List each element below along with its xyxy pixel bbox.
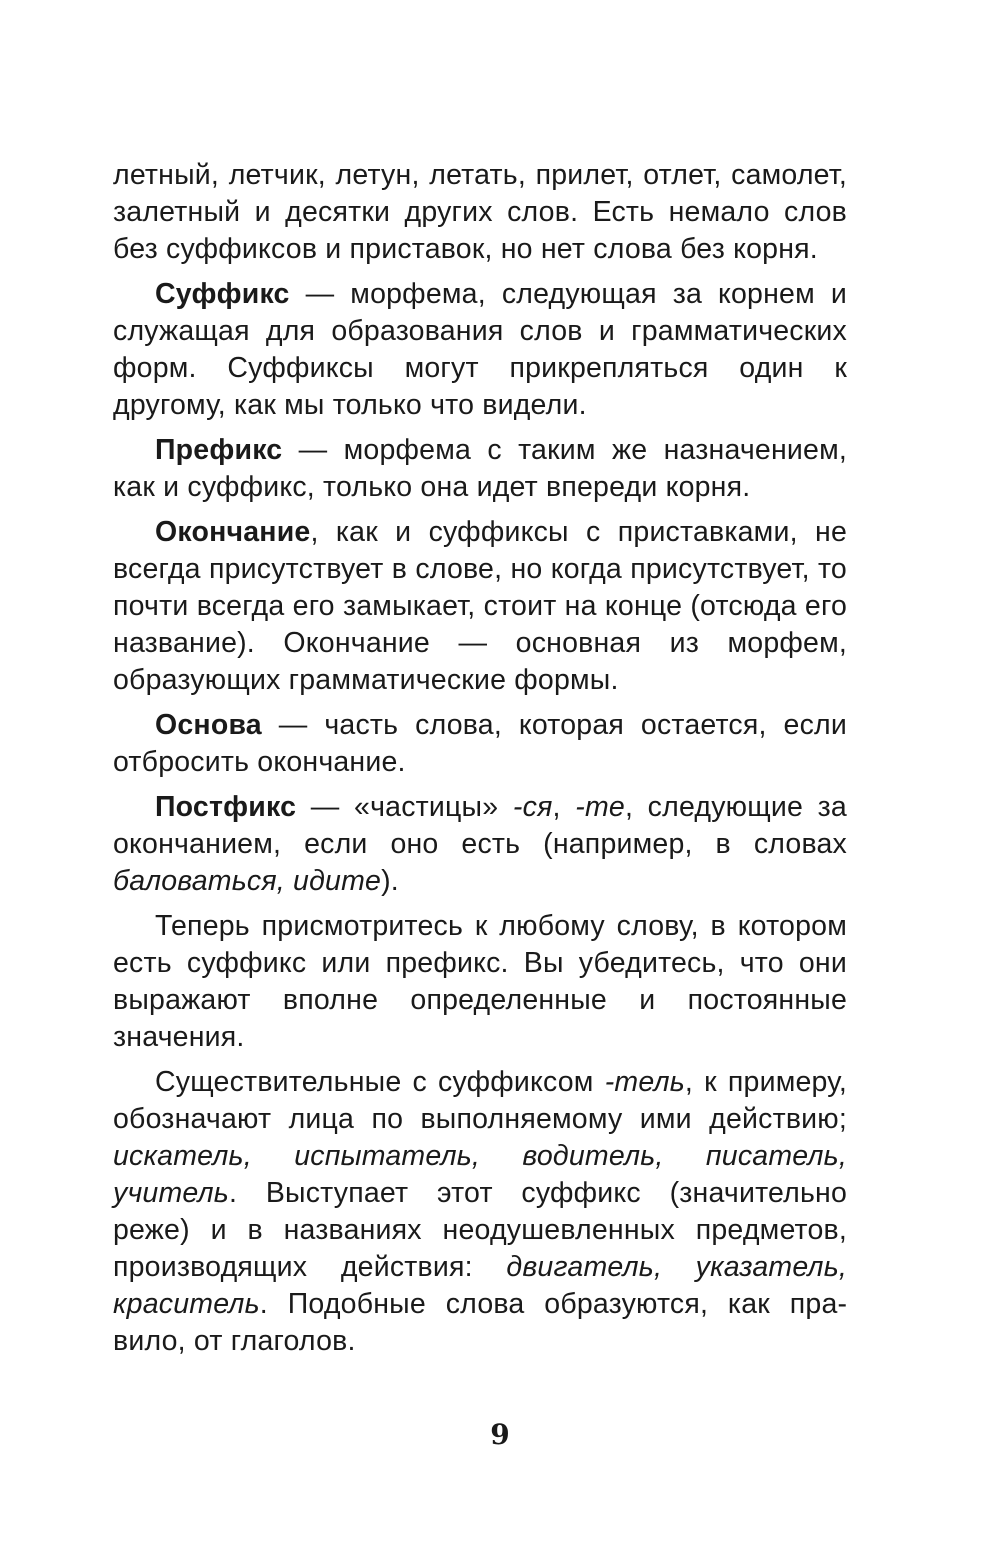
term-bold: Постфикс [155, 791, 297, 823]
paragraph-intro [113, 157, 847, 268]
text-run: ). [381, 865, 399, 897]
example-italic: искатель, испытатель, водитель, писатель, учитель [113, 1140, 847, 1209]
example-italic: -тель [604, 1066, 685, 1098]
text-run: , как и суффиксы с приставками, не всегда присутствует в слове, но когда присутствует, то почти всегда его замыкает, стоит на конце (отсюда его название). Окончание — основная из морфем, образующих грамматические формы. [113, 516, 847, 696]
text-run: , [552, 791, 576, 823]
paragraph-ending-definition [113, 514, 847, 699]
page-body [113, 157, 847, 1368]
text-run: Теперь присмотритесь к любому слову, в котором есть суффикс или префикс. Вы убедитесь, что они выражают вполне определенные и постоянные значения. [113, 910, 847, 1053]
example-italic: -те [575, 791, 625, 823]
text-run: — «частицы» [296, 791, 513, 823]
text-run: Существительные с суффиксом [155, 1066, 605, 1098]
paragraph-stem-definition [113, 707, 847, 781]
example-italic: двигатель, указатель, краситель [113, 1251, 847, 1320]
term-bold: Префикс [155, 434, 283, 466]
text-run: , следующие за окончанием, если оно есть (например, в словах [113, 791, 847, 860]
paragraph-meaning-note [113, 908, 847, 1056]
text-run: . Выступает этот суффикс (значительно реже) и в названиях неодушевленных предметов, производящих действия: [113, 1177, 847, 1283]
example-italic: -ся [512, 791, 553, 823]
text-run: , к примеру, обозначают лица по выполняемому ими действию; [113, 1066, 847, 1135]
page-number: 9 [490, 1418, 510, 1451]
paragraph-prefix-definition [113, 432, 847, 506]
text-run: летный, летчик, летун, летать, прилет, отлет, самолет, залетный и десятки других слов. Есть немало слов без суффиксов и приставок, но нет слова без корня. [113, 159, 847, 265]
paragraph-postfix-definition [113, 789, 847, 900]
paragraph-suffix-definition [113, 276, 847, 424]
text-run: — часть слова, которая остается, если отбросить окончание. [113, 709, 847, 778]
text-run: . Подобные слова образуются, как правило, от глаголов. [113, 1288, 847, 1357]
text-run: — морфема, следующая за корнем и служащая для образования слов и грамматических форм. Суффиксы могут прикрепляться один к другому, как мы только что видели. [113, 278, 847, 421]
paragraph-tel-suffix-example [113, 1064, 847, 1360]
term-bold: Основа [155, 709, 262, 741]
term-bold: Окончание [155, 516, 311, 548]
text-run: — морфема с таким же назначением, как и суффикс, только она идет впереди корня. [113, 434, 847, 503]
term-bold: Суффикс [155, 278, 290, 310]
example-italic: баловаться, идите [113, 865, 382, 897]
